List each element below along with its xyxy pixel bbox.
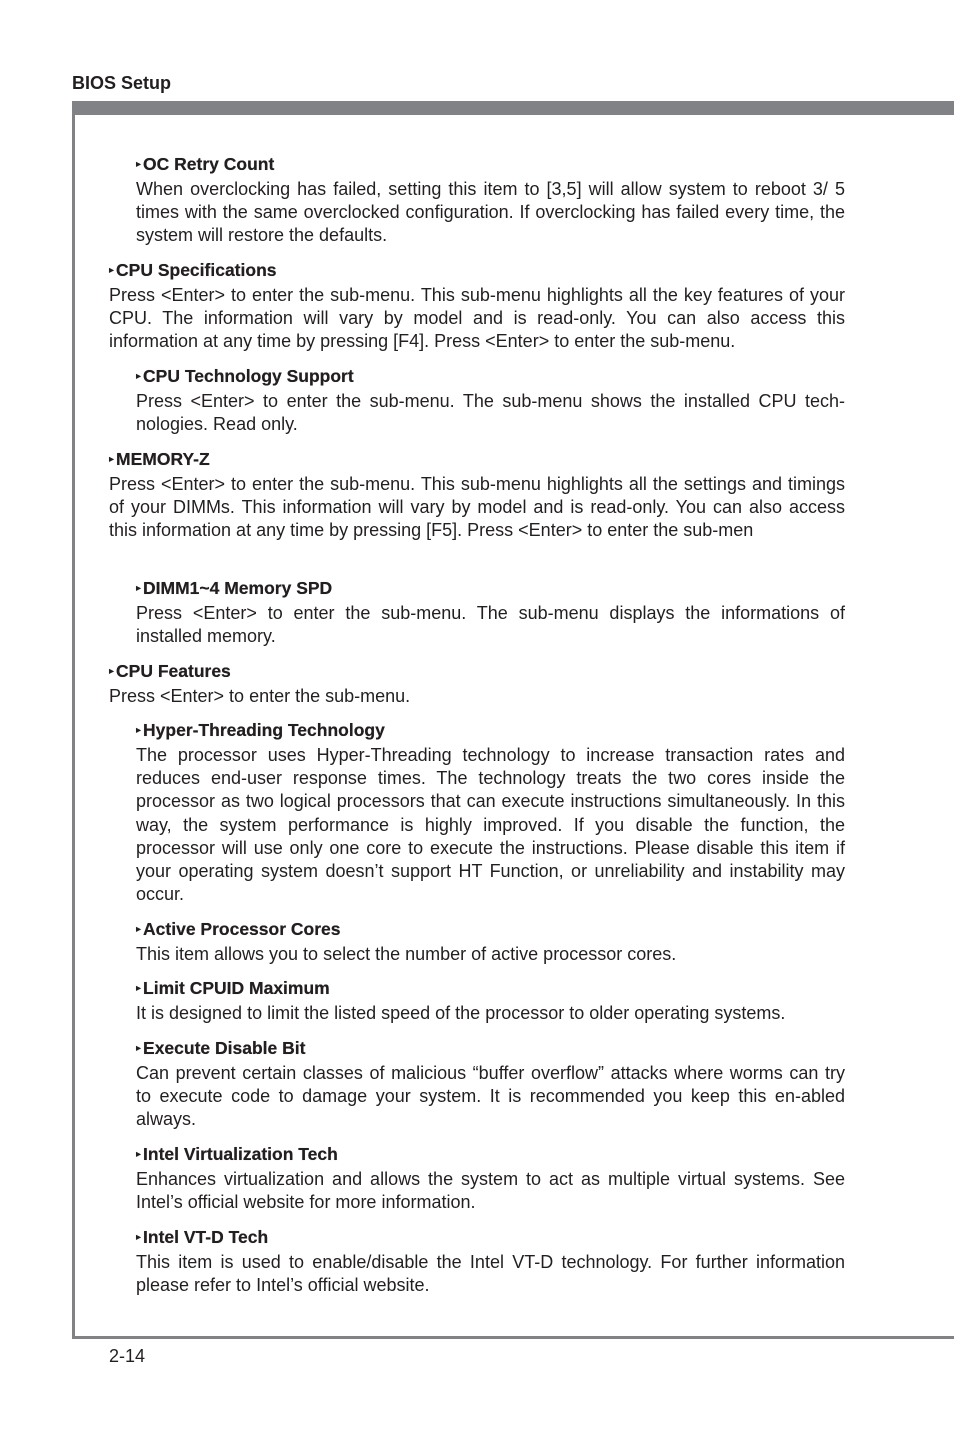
section-body: The processor uses Hyper-Threading technology to increase transaction rates and reduces end-user response times. The technology treats the two cores inside the processor as two logical processors that can execute instructions simultaneously. In this way, the system performance is highly improved. If you disable the function, the processor will use only one core to execute the instructions. Please disable this item if your operating system doesn’t support HT Function, or unreliability and instability may occur. — [136, 745, 845, 905]
section-execute-disable-bit — [136, 1037, 845, 1132]
section-body: Enhances virtualization and allows the system to act as multiple virtual systems. See Intel’s official website for more information. — [136, 1169, 845, 1213]
arrow-bullet-icon: ▸ — [136, 983, 142, 994]
section-title: ▸ CPU Features — [109, 661, 231, 681]
section-cpu-features — [109, 660, 845, 708]
arrow-bullet-icon: ▸ — [136, 159, 142, 170]
section-title: ▸ OC Retry Count — [136, 154, 275, 174]
arrow-bullet-icon: ▸ — [136, 1232, 142, 1243]
section-dimm-memory-spd — [136, 577, 845, 648]
section-title: ▸ Execute Disable Bit — [136, 1038, 306, 1058]
arrow-bullet-icon: ▸ — [136, 1149, 142, 1160]
header-bar — [72, 101, 954, 115]
section-body: This item allows you to select the number of active processor cores. — [136, 944, 677, 964]
arrow-bullet-icon: ▸ — [136, 583, 142, 594]
section-limit-cpuid-maximum — [136, 977, 845, 1025]
section-body: Press <Enter> to enter the sub-menu. The sub-menu displays the informations of installed memory. — [136, 603, 845, 647]
arrow-bullet-icon: ▸ — [136, 725, 142, 736]
section-body: When overclocking has failed, setting this item to [3,5] will allow system to reboot 3/ 5 times with the same overclocked configuration. If overclocking has failed every time, the system will restore the defaults. — [136, 179, 845, 246]
section-title: ▸ Hyper-Threading Technology — [136, 720, 385, 740]
section-oc-retry-count — [136, 153, 845, 248]
arrow-bullet-icon: ▸ — [136, 1043, 142, 1054]
arrow-bullet-icon: ▸ — [109, 265, 115, 276]
section-body: It is designed to limit the listed speed of the processor to older operating systems. — [136, 1003, 786, 1023]
section-title: ▸ Intel VT-D Tech — [136, 1227, 269, 1247]
section-body: Press <Enter> to enter the sub-menu. The sub-menu shows the installed CPU tech-nologies. Read only. — [136, 391, 845, 435]
section-active-processor-cores — [136, 918, 845, 966]
arrow-bullet-icon: ▸ — [109, 454, 115, 465]
section-title: ▸ CPU Technology Support — [136, 366, 354, 386]
section-body: Press <Enter> to enter the sub-menu. — [109, 686, 411, 706]
arrow-bullet-icon: ▸ — [109, 666, 115, 677]
section-body: This item is used to enable/disable the Intel VT-D technology. For further information please refer to Intel’s official website. — [136, 1252, 845, 1296]
section-title: ▸ Limit CPUID Maximum — [136, 978, 330, 998]
section-hyper-threading — [136, 719, 845, 906]
section-title: ▸ CPU Specifications — [109, 260, 277, 280]
section-title: ▸ Active Processor Cores — [136, 919, 341, 939]
section-title: ▸ MEMORY-Z — [109, 449, 210, 469]
section-body: Can prevent certain classes of malicious “buffer overflow” attacks where worms can try to execute code to damage your system. It is recommended you keep this en-abled always. — [136, 1063, 845, 1130]
section-intel-virtualization-tech — [136, 1143, 845, 1214]
arrow-bullet-icon: ▸ — [136, 924, 142, 935]
section-title: ▸ Intel Virtualization Tech — [136, 1144, 338, 1164]
section-cpu-technology-support — [136, 365, 845, 436]
section-body: Press <Enter> to enter the sub-menu. This sub-menu highlights all the settings and timings of your DIMMs. This information will vary by model and is read-only. You can also access this information at any time by pressing [F5]. Press <Enter> to enter the sub-men — [109, 474, 845, 541]
page-number: 2-14 — [109, 1346, 146, 1366]
section-intel-vt-d-tech — [136, 1226, 845, 1297]
section-title: ▸ DIMM1~4 Memory SPD — [136, 578, 333, 598]
arrow-bullet-icon: ▸ — [136, 371, 142, 382]
bottom-border-rule — [72, 1336, 954, 1339]
page-header-title: BIOS Setup — [72, 73, 172, 93]
left-border-rule — [72, 101, 75, 1339]
section-body: Press <Enter> to enter the sub-menu. This sub-menu highlights all the key features of your CPU. The information will vary by model and is read-only. You can also access this information at any time by pressing [F4]. Press <Enter> to enter the sub-menu. — [109, 285, 845, 352]
section-cpu-specifications — [109, 259, 845, 354]
section-memory-z — [109, 448, 845, 543]
